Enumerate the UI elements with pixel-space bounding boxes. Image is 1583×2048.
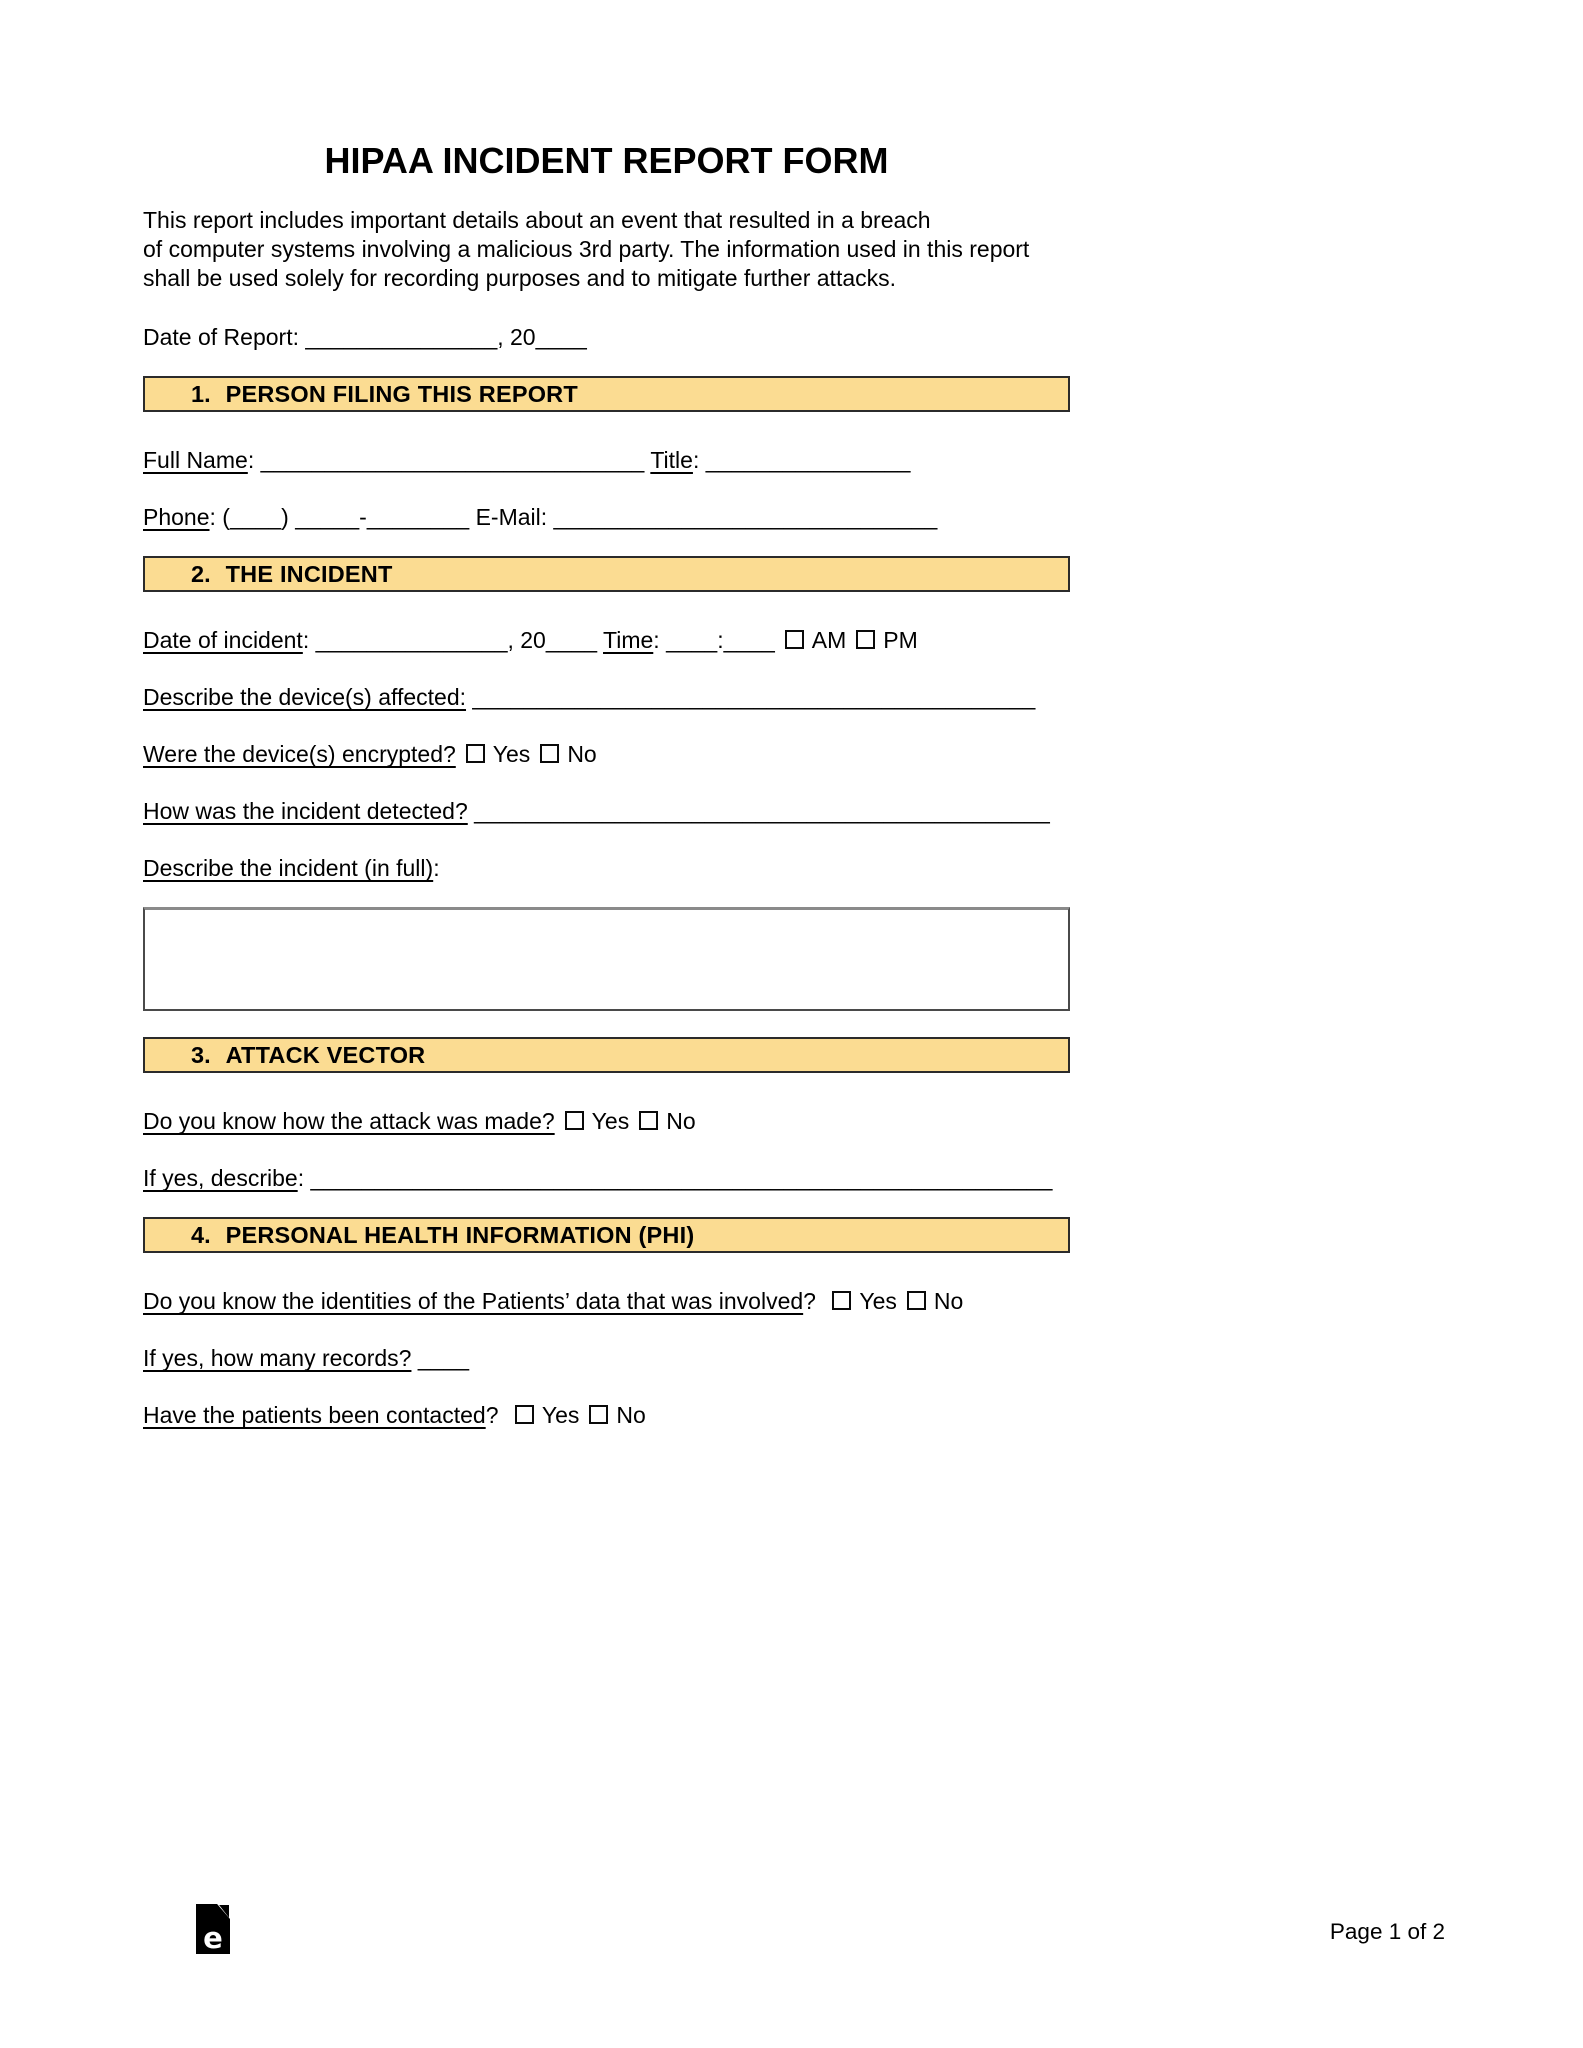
- checkbox-option-yes: [565, 1108, 630, 1134]
- checkbox-label: Yes: [859, 1288, 897, 1314]
- patient-identities-line: [143, 1288, 1070, 1314]
- checkbox-option-no: [639, 1108, 695, 1134]
- static-text: :: [717, 627, 724, 653]
- checkbox-label: AM: [811, 627, 847, 653]
- attack-describe-line: [143, 1165, 1070, 1191]
- patients-contacted-line: [143, 1402, 1070, 1428]
- field-label: Full Name: [143, 447, 248, 473]
- blank-line[interactable]: ____: [535, 324, 587, 350]
- checkbox-option-yes: [515, 1402, 580, 1428]
- checkbox-label: No: [666, 1108, 696, 1134]
- intro-paragraph: [143, 206, 1070, 293]
- checkbox-pm[interactable]: [856, 630, 875, 649]
- checkbox-no[interactable]: [540, 744, 559, 763]
- attack-known-line: [143, 1108, 1070, 1134]
- date-of-report-line: [143, 324, 1070, 350]
- static-text: , 20: [507, 627, 546, 653]
- section-number: 1.: [191, 380, 211, 407]
- form-content: [143, 0, 1070, 1428]
- checkbox-label: Yes: [541, 1402, 580, 1428]
- section-number: 2.: [191, 560, 211, 587]
- checkbox-label: PM: [883, 627, 918, 653]
- static-text: :: [433, 855, 440, 881]
- checkbox-label: No: [616, 1402, 646, 1428]
- section-title: PERSON FILING THIS REPORT: [225, 380, 578, 407]
- static-text: -: [359, 504, 367, 530]
- records-count-line: [143, 1345, 1070, 1371]
- blank-line[interactable]: ________________: [705, 447, 911, 473]
- checkbox-option-no: [589, 1402, 645, 1428]
- checkbox-yes[interactable]: [515, 1405, 534, 1424]
- devices-affected-line: [143, 684, 1070, 710]
- field-label: Describe the incident (in full): [143, 855, 434, 881]
- blank-line[interactable]: _______________: [315, 627, 508, 653]
- field-label: Do you know how the attack was made?: [143, 1108, 555, 1134]
- incident-detected-line: [143, 798, 1070, 824]
- static-text: ?: [485, 1402, 505, 1428]
- field-label: Date of incident: [143, 627, 303, 653]
- section-header-4: [143, 1217, 1070, 1253]
- blank-line[interactable]: _____________________________________________: [474, 798, 1050, 824]
- form-area: [143, 324, 1070, 1428]
- field-label: How was the incident detected?: [143, 798, 468, 824]
- checkbox-option-pm: [856, 627, 918, 653]
- static-text: ): [281, 504, 296, 530]
- incident-date-time-line: [143, 627, 1070, 653]
- checkbox-option-yes: [466, 741, 531, 767]
- blank-line[interactable]: ____: [545, 627, 598, 653]
- field-label: If yes, how many records?: [143, 1345, 412, 1371]
- static-text: :: [247, 447, 261, 473]
- logo-letter: e: [203, 1921, 223, 1955]
- checkbox-yes[interactable]: [832, 1291, 851, 1310]
- page-title: HIPAA INCIDENT REPORT FORM: [324, 140, 889, 181]
- checkbox-label: Yes: [492, 741, 531, 767]
- blank-line[interactable]: ____: [723, 627, 775, 653]
- checkbox-no[interactable]: [589, 1405, 608, 1424]
- checkbox-yes[interactable]: [466, 744, 485, 763]
- section-header-3: [143, 1037, 1070, 1073]
- blank-line[interactable]: ________: [366, 504, 470, 530]
- section-title: THE INCIDENT: [225, 560, 393, 587]
- field-label: Have the patients been contacted: [143, 1402, 486, 1428]
- blank-line[interactable]: ____________________________________________: [472, 684, 1036, 710]
- checkbox-am[interactable]: [785, 630, 804, 649]
- section-number: 4.: [191, 1221, 211, 1248]
- checkbox-label: Yes: [591, 1108, 630, 1134]
- checkbox-option-no: [907, 1288, 963, 1314]
- section-header-1: [143, 376, 1070, 412]
- describe-incident-label-line: [143, 855, 1070, 881]
- blank-line[interactable]: __________________________________________________________: [310, 1165, 1053, 1191]
- checkbox-yes[interactable]: [565, 1111, 584, 1130]
- field-label: Do you know the identities of the Patients’ data that was involved: [143, 1288, 804, 1314]
- static-text: :: [297, 1165, 311, 1191]
- page-number: Page 1 of 2: [1329, 1919, 1445, 1944]
- blank-line[interactable]: ____: [666, 627, 718, 653]
- checkbox-option-yes: [832, 1288, 897, 1314]
- intro-line: This report includes important details about an event that resulted in a breach: [143, 207, 931, 233]
- section-number: 3.: [191, 1041, 211, 1068]
- blank-line[interactable]: ____: [417, 1345, 470, 1371]
- phone-email-line: [143, 504, 1070, 530]
- section-header-2: [143, 556, 1070, 592]
- static-text: ?: [803, 1288, 823, 1314]
- blank-line[interactable]: _____: [295, 504, 360, 530]
- static-text: : (: [209, 504, 230, 530]
- field-label: Title: [650, 447, 693, 473]
- static-text: Date of Report:: [143, 324, 306, 350]
- field-label: Time: [603, 627, 654, 653]
- static-text: :: [302, 627, 316, 653]
- intro-line: of computer systems involving a malicious 3rd party. The information used in this report: [143, 236, 1030, 262]
- intro-line: shall be used solely for recording purposes and to mitigate further attacks.: [143, 265, 897, 291]
- blank-line[interactable]: ____: [229, 504, 282, 530]
- eforms-logo: [196, 1904, 230, 1954]
- static-text: E-Mail:: [469, 504, 554, 530]
- section-title: ATTACK VECTOR: [225, 1041, 426, 1068]
- checkbox-label: No: [567, 741, 597, 767]
- full-name-line: [143, 447, 1070, 473]
- field-label: Phone: [143, 504, 210, 530]
- field-label: Describe the device(s) affected:: [143, 684, 467, 710]
- field-label: If yes, describe: [143, 1165, 298, 1191]
- static-text: :: [692, 447, 706, 473]
- static-text: :: [653, 627, 667, 653]
- section-title: PERSONAL HEALTH INFORMATION (PHI): [225, 1221, 695, 1248]
- static-text: , 20: [497, 324, 536, 350]
- checkbox-no[interactable]: [907, 1291, 926, 1310]
- blank-line[interactable]: ______________________________: [260, 447, 645, 473]
- checkbox-option-no: [540, 741, 596, 767]
- incident-description-box[interactable]: [143, 907, 1070, 1011]
- checkbox-no[interactable]: [639, 1111, 658, 1130]
- blank-line[interactable]: _______________: [305, 324, 498, 350]
- checkbox-label: No: [933, 1288, 964, 1314]
- devices-encrypted-line: [143, 741, 1070, 767]
- field-label: Were the device(s) encrypted?: [143, 741, 456, 767]
- blank-line[interactable]: ______________________________: [553, 504, 938, 530]
- checkbox-option-am: [785, 627, 847, 653]
